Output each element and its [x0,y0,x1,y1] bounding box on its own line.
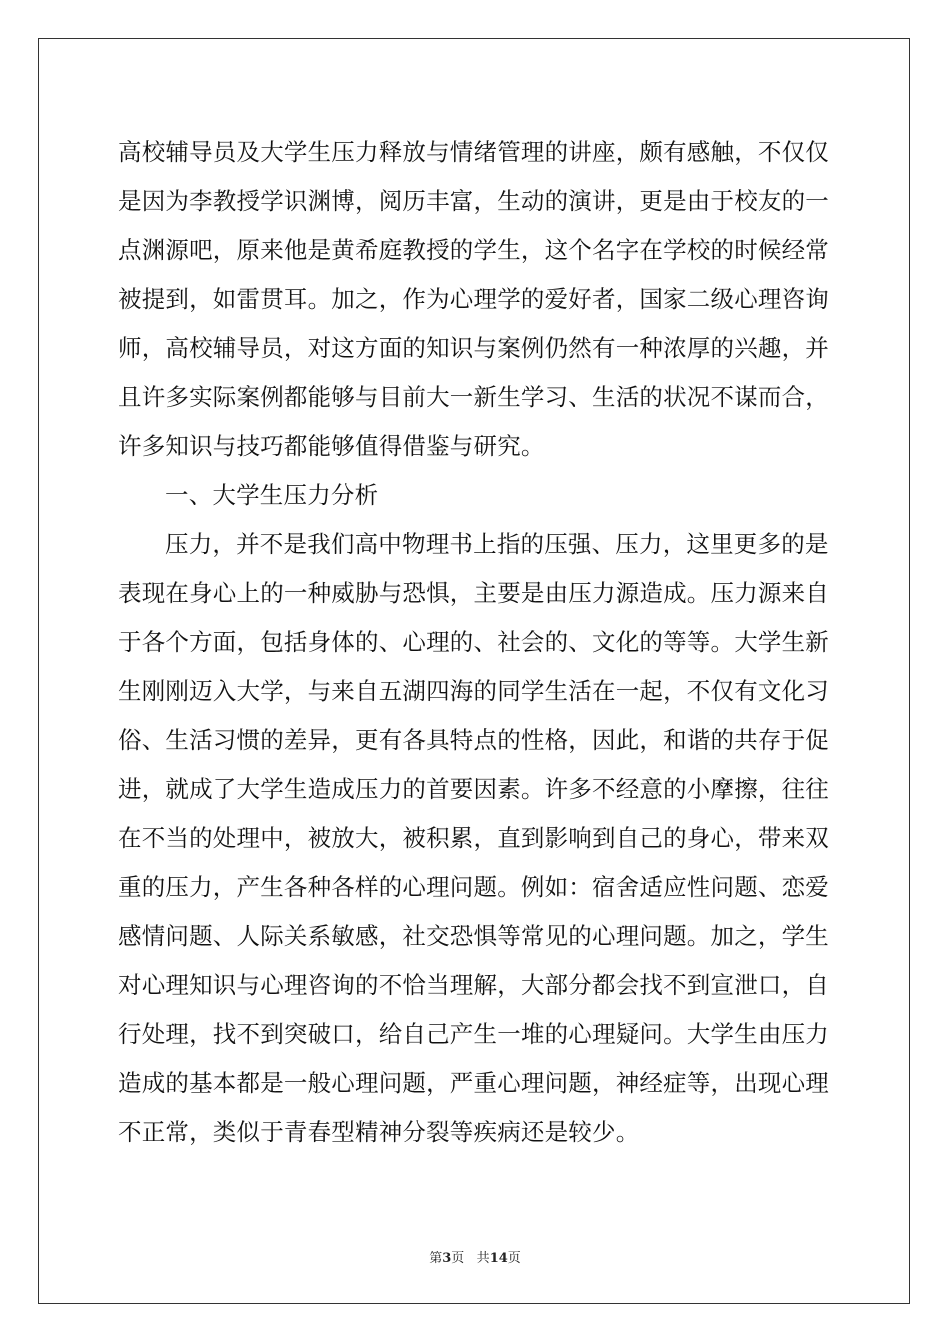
text-line: 于各个方面，包括身体的、心理的、社会的、文化的等等。大学生新 [118,628,829,656]
page-footer [0,1247,950,1266]
text-line: 感情问题、人际关系敏感，社交恐惧等常见的心理问题。加之，学生 [118,922,829,950]
text-line: 压力，并不是我们高中物理书上指的压强、压力，这里更多的是 [165,530,829,558]
text-line: 表现在身心上的一种威胁与恐惧，主要是由压力源造成。压力源来自 [118,579,829,607]
text-line: 一、大学生压力分析 [165,481,379,509]
text-line: 在不当的处理中，被放大，被积累，直到影响到自己的身心，带来双 [118,824,829,852]
text-line: 生刚刚迈入大学，与来自五湖四海的同学生活在一起，不仅有文化习 [118,677,829,705]
page-total-prefix: 共 [476,1251,490,1266]
page-total-suffix: 页 [507,1251,521,1266]
text-line: 造成的基本都是一般心理问题，严重心理问题，神经症等，出现心理 [118,1069,829,1097]
text-line: 行处理，找不到突破口，给自己产生一堆的心理疑问。大学生由压力 [118,1020,829,1048]
text-line: 且许多实际案例都能够与目前大一新生学习、生活的状况不谋而合， [118,383,829,411]
text-line: 进，就成了大学生造成压力的首要因素。许多不经意的小摩擦，往往 [118,775,829,803]
text-line: 对心理知识与心理咨询的不恰当理解，大部分都会找不到宣泄口，自 [118,971,829,999]
text-line: 被提到，如雷贯耳。加之，作为心理学的爱好者，国家二级心理咨询 [118,285,829,313]
document-body [118,128,834,1157]
text-line: 是因为李教授学识渊博，阅历丰富，生动的演讲，更是由于校友的一 [118,187,829,215]
text-line: 不正常，类似于青春型精神分裂等疾病还是较少。 [118,1118,640,1146]
text-line: 许多知识与技巧都能够值得借鉴与研究。 [118,432,545,460]
text-line: 点渊源吧，原来他是黄希庭教授的学生，这个名字在学校的时候经常 [118,236,829,264]
text-line: 师，高校辅导员，对这方面的知识与案例仍然有一种浓厚的兴趣，并 [118,334,829,362]
text-line: 重的压力，产生各种各样的心理问题。例如：宿舍适应性问题、恋爱 [118,873,829,901]
text-line: 俗、生活习惯的差异，更有各具特点的性格，因此，和谐的共存于促 [118,726,829,754]
text-line: 高校辅导员及大学生压力释放与情绪管理的讲座，颇有感触，不仅仅 [118,138,829,166]
page-number-prefix: 第 [429,1251,443,1266]
page-total-count: 14 [489,1251,508,1266]
page-number-current: 3 [442,1251,452,1266]
page-number-suffix: 页 [451,1251,465,1266]
